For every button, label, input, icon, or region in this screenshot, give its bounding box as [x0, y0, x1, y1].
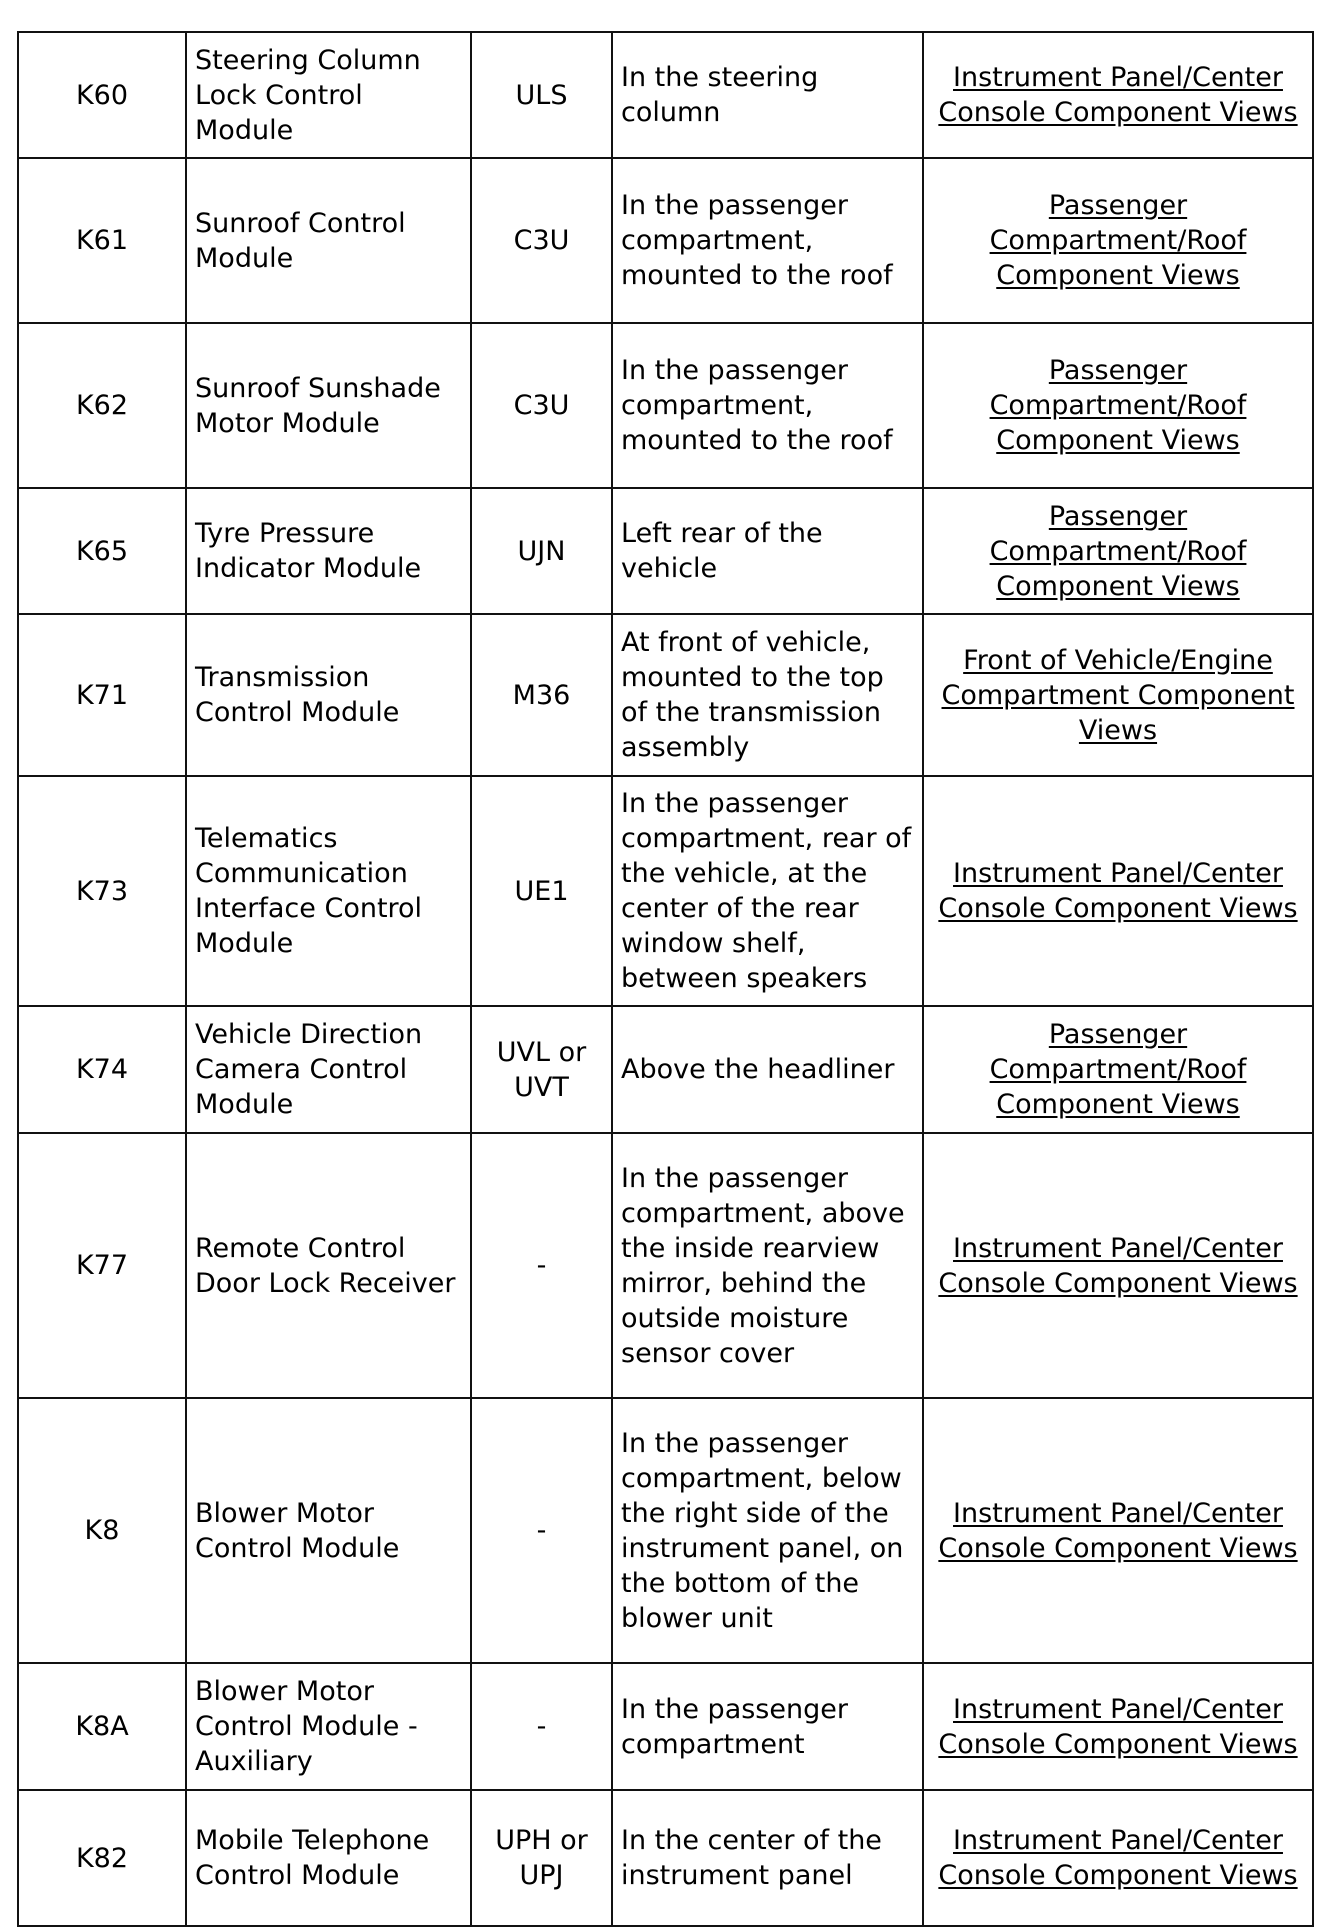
component-name: Transmission Control Module — [186, 614, 471, 776]
component-view-link[interactable]: Front of Vehicle/Engine Compartment Component Views — [941, 644, 1295, 746]
option-code: UVL or UVT — [471, 1006, 612, 1133]
option-code: UPH or UPJ — [471, 1790, 612, 1926]
component-code: K60 — [18, 32, 186, 158]
component-view-link[interactable]: Instrument Panel/Center Console Component Views — [938, 858, 1298, 924]
table-row — [18, 1790, 1313, 1926]
option-code: C3U — [471, 323, 612, 488]
table-row — [18, 1663, 1313, 1790]
option-code: - — [471, 1398, 612, 1663]
view-cell — [923, 1398, 1313, 1663]
view-cell — [923, 488, 1313, 614]
component-location: In the passenger compartment, above the inside rearview mirror, behind the outside moisture sensor cover — [612, 1133, 923, 1398]
option-code: UJN — [471, 488, 612, 614]
table-row — [18, 614, 1313, 776]
option-code: ULS — [471, 32, 612, 158]
view-cell — [923, 1006, 1313, 1133]
component-code: K8A — [18, 1663, 186, 1790]
component-location: In the passenger compartment, mounted to the roof — [612, 158, 923, 323]
component-locator-table — [17, 31, 1314, 1927]
component-view-link[interactable]: Instrument Panel/Center Console Component Views — [938, 1232, 1298, 1299]
component-location: In the center of the instrument panel — [612, 1790, 923, 1926]
option-code: M36 — [471, 614, 612, 776]
component-code: K71 — [18, 614, 186, 776]
component-view-link[interactable]: Passenger Compartment/Roof Component Views — [989, 500, 1247, 602]
table-row — [18, 323, 1313, 488]
table-row — [18, 1133, 1313, 1398]
option-code: - — [471, 1133, 612, 1398]
component-view-link[interactable]: Passenger Compartment/Roof Component Views — [989, 1019, 1247, 1120]
component-code: K61 — [18, 158, 186, 323]
view-cell — [923, 1790, 1313, 1926]
component-location: In the passenger compartment, below the right side of the instrument panel, on the bottom of the blower unit — [612, 1398, 923, 1663]
component-code: K65 — [18, 488, 186, 614]
table-row — [18, 1398, 1313, 1663]
component-name: Telematics Communication Interface Control Module — [186, 776, 471, 1006]
component-view-link[interactable]: Instrument Panel/Center Console Component Views — [938, 62, 1298, 128]
component-location: In the passenger compartment — [612, 1663, 923, 1790]
component-location: In the steering column — [612, 32, 923, 158]
view-cell — [923, 32, 1313, 158]
component-code: K73 — [18, 776, 186, 1006]
table-row — [18, 488, 1313, 614]
view-cell — [923, 614, 1313, 776]
component-code: K8 — [18, 1398, 186, 1663]
view-cell — [923, 323, 1313, 488]
view-cell — [923, 776, 1313, 1006]
component-name: Steering Column Lock Control Module — [186, 32, 471, 158]
component-name: Tyre Pressure Indicator Module — [186, 488, 471, 614]
component-name: Blower Motor Control Module — [186, 1398, 471, 1663]
option-code: - — [471, 1663, 612, 1790]
component-view-link[interactable]: Instrument Panel/Center Console Component Views — [938, 1497, 1298, 1564]
view-cell — [923, 1133, 1313, 1398]
component-code: K77 — [18, 1133, 186, 1398]
component-view-link[interactable]: Instrument Panel/Center Console Component Views — [938, 1693, 1298, 1760]
table-row — [18, 32, 1313, 158]
table-row — [18, 776, 1313, 1006]
component-code: K62 — [18, 323, 186, 488]
component-name: Vehicle Direction Camera Control Module — [186, 1006, 471, 1133]
component-name: Sunroof Sunshade Motor Module — [186, 323, 471, 488]
component-code: K74 — [18, 1006, 186, 1133]
table-row — [18, 158, 1313, 323]
component-location: In the passenger compartment, mounted to the roof — [612, 323, 923, 488]
component-location: In the passenger compartment, rear of the vehicle, at the center of the rear window shelf, between speakers — [612, 776, 923, 1006]
view-cell — [923, 1663, 1313, 1790]
component-name: Blower Motor Control Module - Auxiliary — [186, 1663, 471, 1790]
component-name: Mobile Telephone Control Module — [186, 1790, 471, 1926]
component-view-link[interactable]: Passenger Compartment/Roof Component Views — [989, 355, 1247, 456]
view-cell — [923, 158, 1313, 323]
component-view-link[interactable]: Passenger Compartment/Roof Component Views — [989, 190, 1247, 291]
component-location: Left rear of the vehicle — [612, 488, 923, 614]
component-code: K82 — [18, 1790, 186, 1926]
component-location: Above the headliner — [612, 1006, 923, 1133]
table-row — [18, 1006, 1313, 1133]
component-name: Sunroof Control Module — [186, 158, 471, 323]
component-location: At front of vehicle, mounted to the top of the transmission assembly — [612, 614, 923, 776]
option-code: C3U — [471, 158, 612, 323]
component-view-link[interactable]: Instrument Panel/Center Console Component Views — [938, 1825, 1298, 1891]
option-code: UE1 — [471, 776, 612, 1006]
component-name: Remote Control Door Lock Receiver — [186, 1133, 471, 1398]
